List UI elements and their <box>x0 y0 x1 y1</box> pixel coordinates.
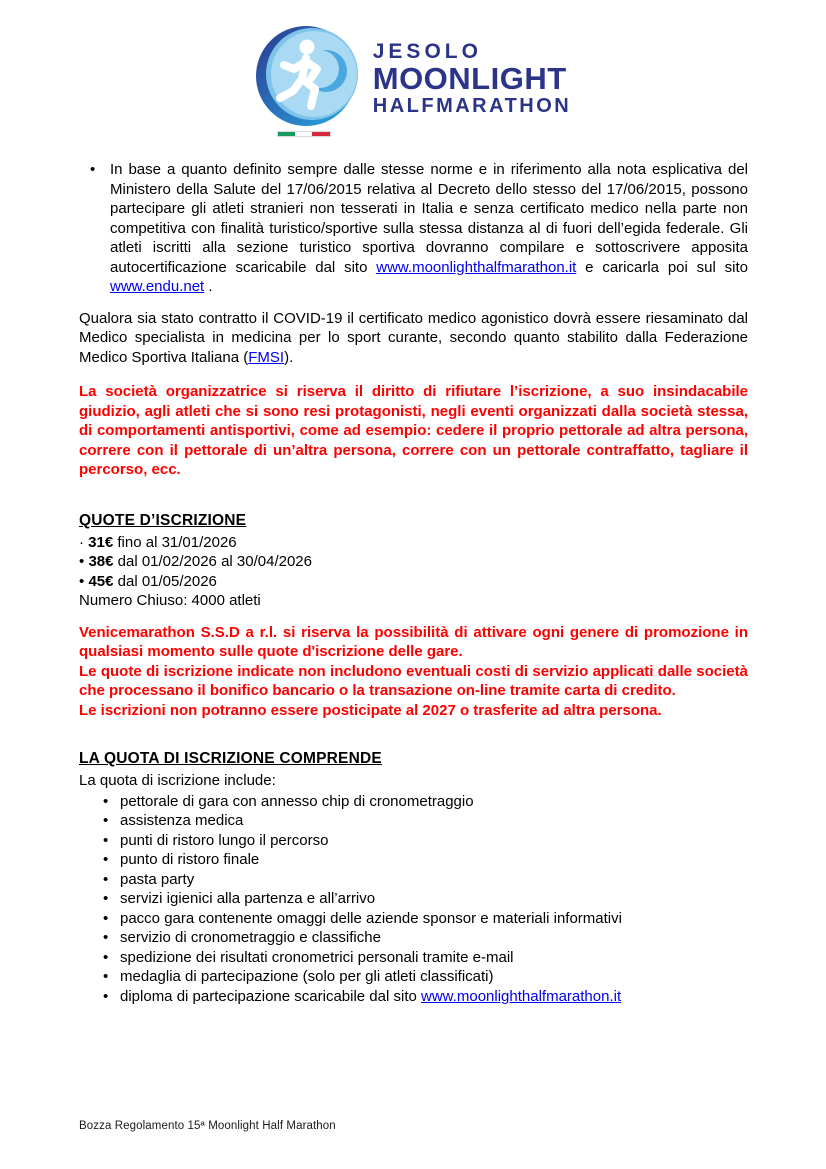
moonlight-site-link[interactable]: www.moonlighthalfmarathon.it <box>376 258 577 276</box>
intro-bullet-item <box>79 160 748 297</box>
bullet-glyph: • <box>103 870 109 888</box>
list-item: • pacco gara contenente omaggi delle aziende sponsor e materiali informativi <box>103 909 622 927</box>
list-item: • punti di ristoro lungo il percorso <box>103 831 329 849</box>
logo-emblem <box>255 24 359 134</box>
bullet-glyph: · <box>79 533 84 551</box>
fees-limit: Numero Chiuso: 4000 atleti <box>79 592 261 610</box>
list-item <box>79 987 748 1007</box>
list-item: • spedizione dei risultati cronometrici personali tramite e-mail <box>103 948 514 966</box>
diploma-text: diploma di partecipazione scaricabile dal sito <box>120 987 417 1005</box>
fees-heading: QUOTE D’ISCRIZIONE <box>79 511 247 529</box>
bullet-glyph: • <box>103 831 109 849</box>
no-postpone-note: Le iscrizioni non potranno essere posticipate al 2027 o trasferite ad altra persona. <box>79 701 662 719</box>
disqualification-warning: La società organizzatrice si riserva il diritto di rifiutare l’iscrizione, a suo insindacabile giudizio, agli atleti che si sono resi protagonisti, negli eventi organizzati dalla società stessa, di comportamenti antisportivi, come ad esempio: cedere il proprio pettorale ad altra persona, correre con il pettorale di un’altra persona, correre con un pettorale contraffatto, tagliare il percorso, ecc. <box>79 383 748 478</box>
covid-text-1: Qualora sia stato contratto il COVID-19 il certificato medico agonistico dovrà essere riesaminato dal Medico specialista in medicina per lo sport curante, secondo quanto stabilito dalla Federazione Medico Sportiva Italiana ( <box>79 309 748 366</box>
fees-section <box>79 511 748 611</box>
fee-terms: dal 01/05/2026 <box>117 572 217 590</box>
includes-list <box>79 792 748 1007</box>
fees-notes <box>79 623 748 721</box>
italian-flag-icon <box>277 131 331 137</box>
bullet-glyph: • <box>103 948 109 966</box>
list-item: • pettorale di gara con annesso chip di cronometraggio <box>103 792 474 810</box>
runner-moon-icon <box>255 24 359 128</box>
page-footer: Bozza Regolamento 15ª Moonlight Half Marathon <box>79 1120 336 1132</box>
fee-price: 38€ <box>88 553 114 571</box>
list-item: • medaglia di partecipazione (solo per gli atleti classificati) <box>103 968 494 986</box>
covid-paragraph <box>79 309 748 368</box>
list-item: • servizio di cronometraggio e classifiche <box>103 929 381 947</box>
moonlight-site-link-2[interactable]: www.moonlighthalfmarathon.it <box>421 987 622 1005</box>
document-body <box>79 160 748 1006</box>
includes-heading: LA QUOTA DI ISCRIZIONE COMPRENDE <box>79 750 382 768</box>
fee-row <box>79 533 748 553</box>
fee-terms: dal 01/02/2026 al 30/04/2026 <box>117 553 312 571</box>
bullet-glyph: • <box>103 968 109 986</box>
logo-subtitle: HALFMARATHON <box>372 95 572 118</box>
endu-site-link[interactable]: www.endu.net <box>110 278 205 295</box>
bullet-glyph: • <box>103 929 109 947</box>
fee-price: 31€ <box>88 533 114 551</box>
bullet-glyph: • <box>103 909 109 927</box>
fee-price: 45€ <box>88 572 114 590</box>
covid-text-2: ). <box>284 348 294 366</box>
list-item: • assistenza medica <box>103 812 244 830</box>
logo-city: JESOLO <box>372 39 482 63</box>
intro-text-3: . <box>208 278 213 295</box>
intro-paragraph <box>110 160 748 297</box>
bullet-glyph: • <box>90 161 96 178</box>
event-logo <box>0 0 826 134</box>
fee-row <box>79 572 748 592</box>
logo-name: MOONLIGHT <box>372 60 567 96</box>
includes-section <box>79 749 748 1006</box>
logo-wordmark <box>373 40 572 119</box>
list-item: • pasta party <box>103 870 195 888</box>
bullet-glyph: • <box>103 851 109 869</box>
bullet-glyph: • <box>103 792 109 810</box>
list-item: • servizi igienici alla partenza e all’arrivo <box>103 890 376 908</box>
bullet-glyph: • <box>103 890 109 908</box>
bullet-glyph: • <box>79 553 85 571</box>
bullet-glyph: • <box>79 572 85 590</box>
bullet-glyph: • <box>103 812 109 830</box>
includes-intro: La quota di iscrizione include: <box>79 772 276 790</box>
fmsi-link[interactable]: FMSI <box>248 348 285 366</box>
promo-note: Venicemarathon S.S.D a r.l. si riserva la possibilità di attivare ogni genere di promozione in qualsiasi momento sulle quote d'iscrizione delle gare. <box>79 623 748 661</box>
service-costs-note: Le quote di iscrizione indicate non includono eventuali costi di servizio applicati dalle società che processano il bonifico bancario o la transazione on-line tramite carta di credito. <box>79 662 748 700</box>
intro-text-1: In base a quanto definito sempre dalle stesse norme e in riferimento alla nota esplicativa del Ministero della Salute del 17/06/2015 relativa al Decreto dello stesso del 17/06/2015, possono partecipare gli atleti stranieri non tesserati in Italia e senza certificato medico nella parte non competitiva con finalità turistico/sportive sulla stessa distanza al di fuori dell’egida federale. Gli atleti iscritti alla sezione turistico sportiva dovranno compilare e sottoscrivere apposita autocertificazione scaricabile dal sito <box>110 161 748 276</box>
intro-text-2: e caricarla poi sul sito <box>585 258 748 276</box>
fee-row <box>79 552 748 572</box>
fee-terms: fino al 31/01/2026 <box>117 533 237 551</box>
list-item: • punto di ristoro finale <box>103 851 260 869</box>
bullet-glyph: • <box>103 987 109 1005</box>
